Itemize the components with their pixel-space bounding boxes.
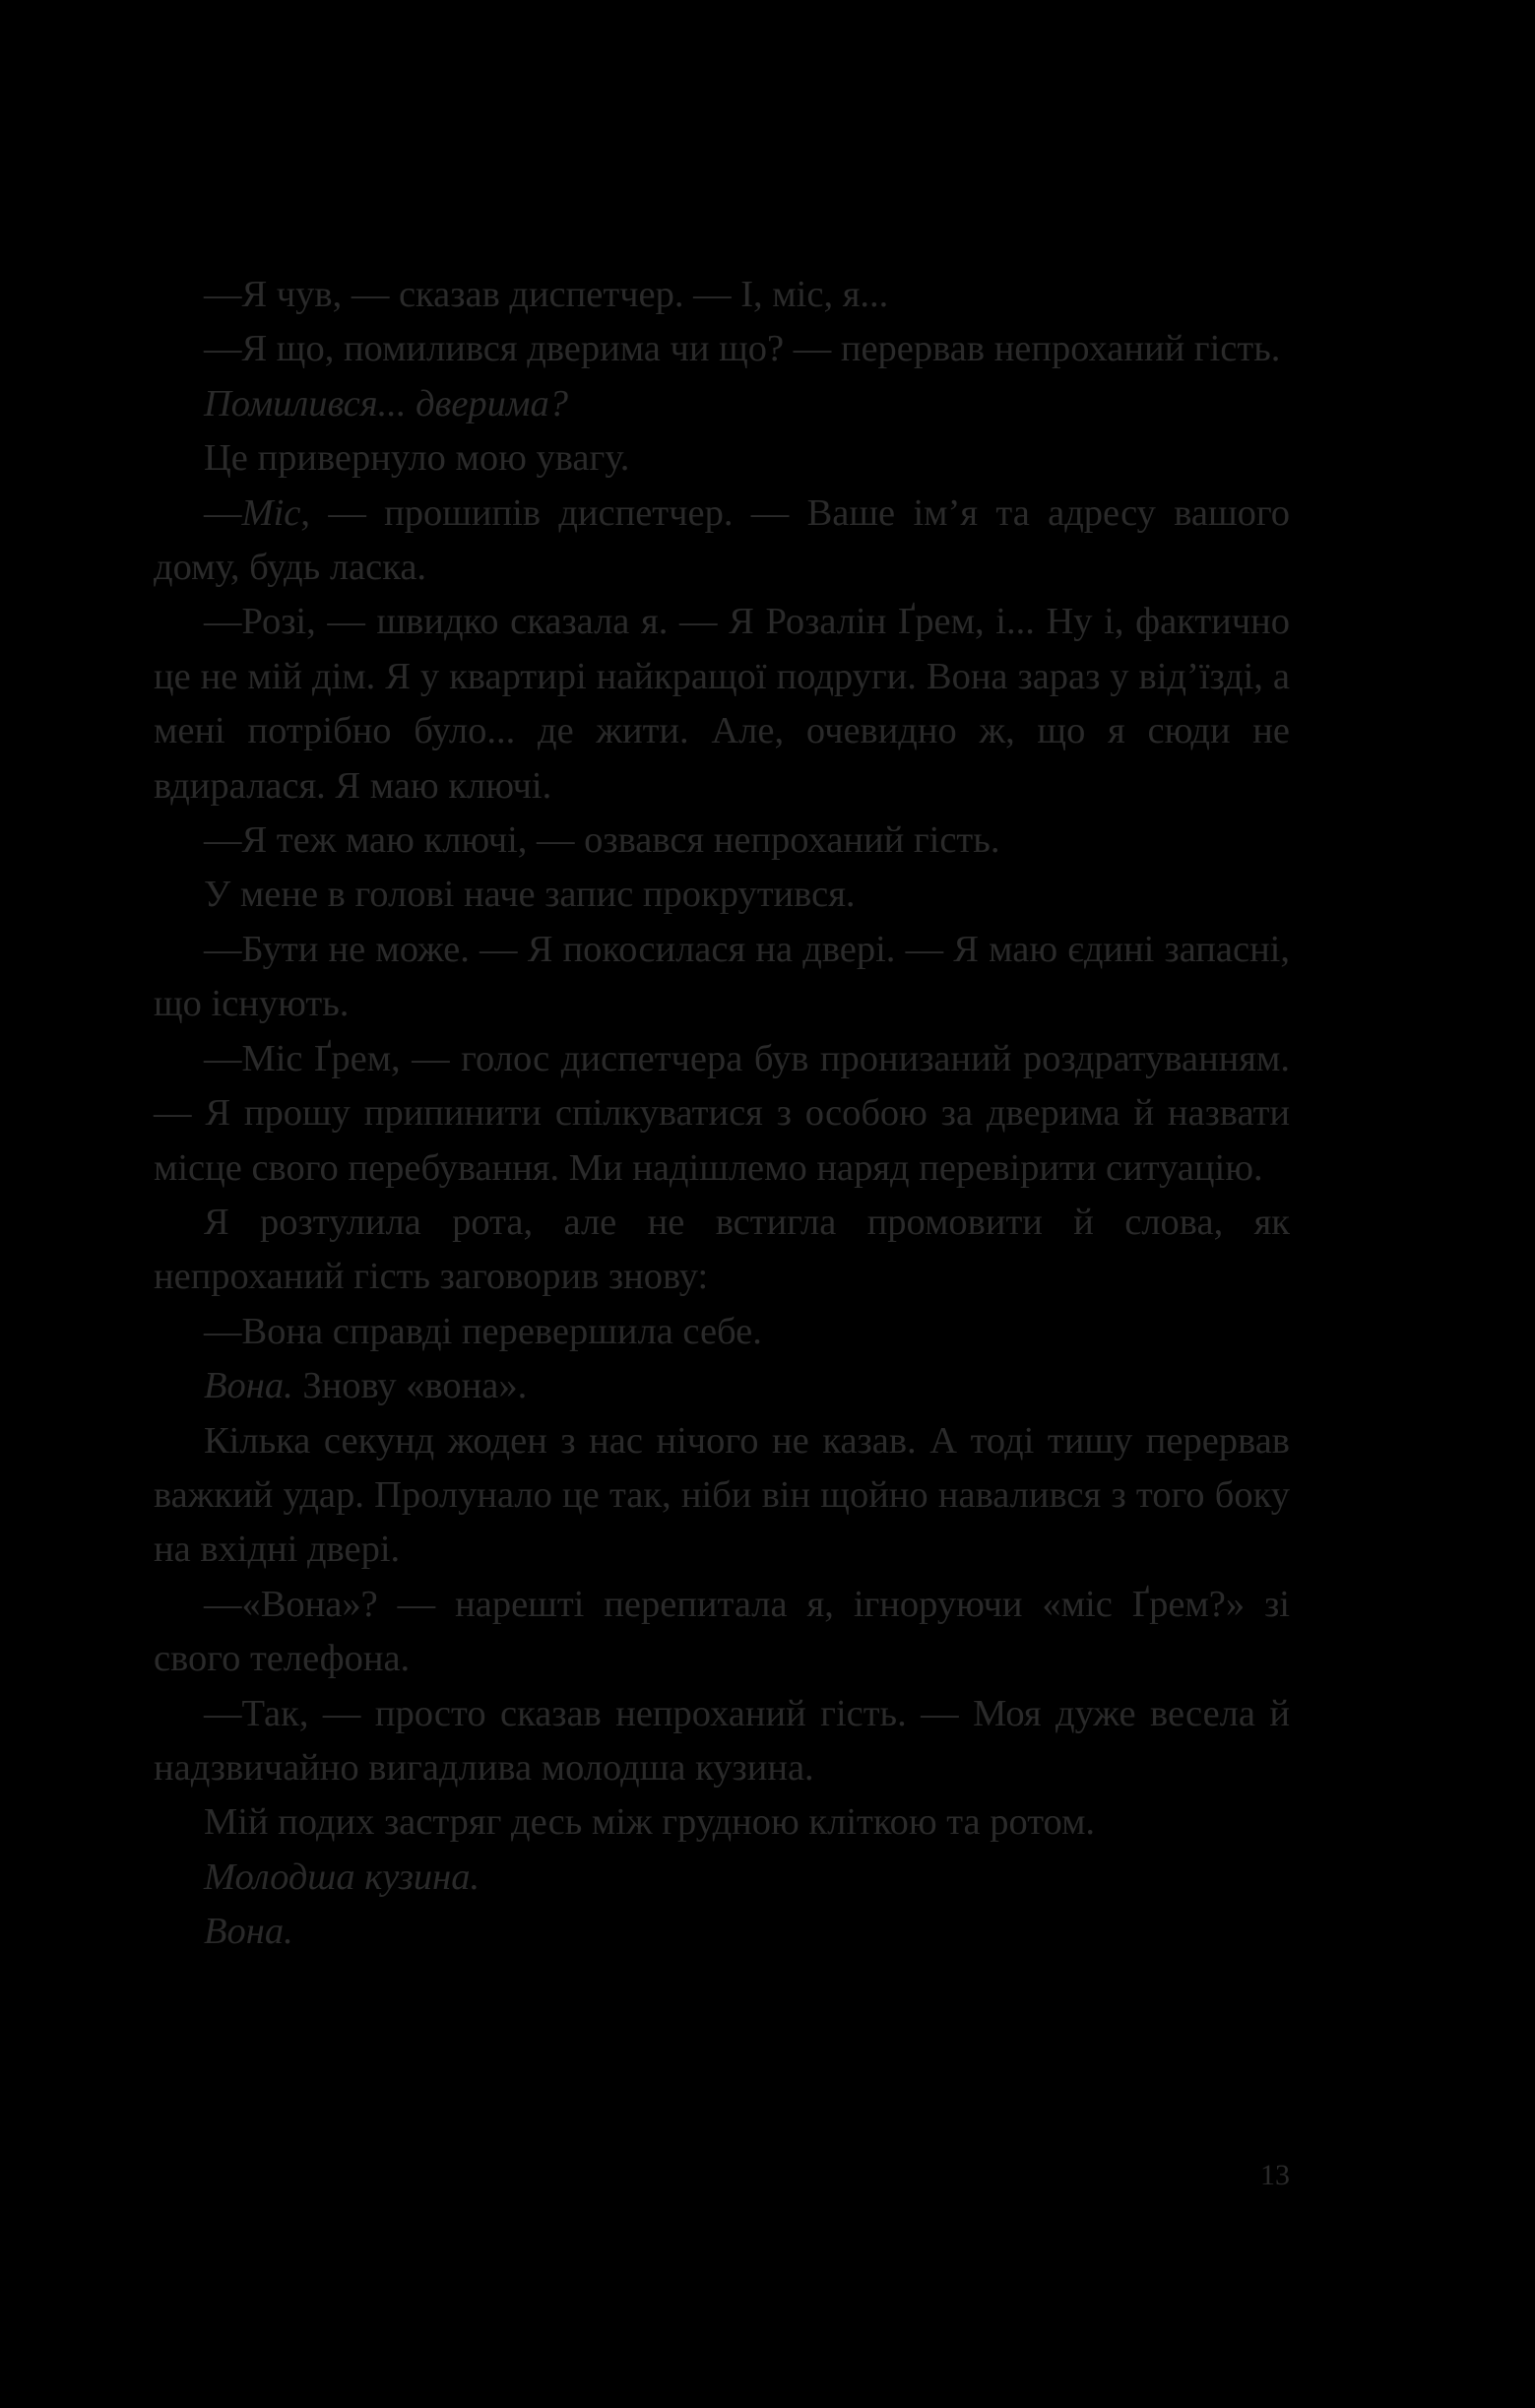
paragraph <box>154 431 1290 486</box>
text-segment: — <box>204 491 242 534</box>
paragraph <box>154 1196 1290 1305</box>
italic-text: Міс <box>241 491 301 534</box>
paragraph <box>154 1795 1290 1850</box>
italic-text: Вона. <box>204 1911 293 1953</box>
paragraph <box>154 1414 1290 1578</box>
paragraph <box>154 923 1290 1032</box>
text-segment: Знову «вона». <box>292 1365 528 1407</box>
paragraph <box>154 868 1290 922</box>
text-segment: —Я чув, — сказав диспетчер. — І, міс, я... <box>204 274 889 315</box>
text-segment: У мене в голові наче запис прокрутився. <box>204 874 856 916</box>
paragraph <box>154 487 1290 596</box>
text-segment: —Вона справді перевершила себе. <box>204 1310 762 1352</box>
text-segment: Я розтулила рота, але не встигла промовити й слова, як непроханий гість заговорив знову: <box>154 1201 1290 1298</box>
page-number: 13 <box>1260 2159 1290 2191</box>
paragraph <box>154 268 1290 322</box>
paragraph <box>154 1578 1290 1687</box>
paragraph <box>154 1851 1290 1905</box>
text-segment: —Бути не може. — Я покосилася на двері. — Я маю єдині запасні, що існують. <box>154 928 1290 1025</box>
text-segment: —Так, — просто сказав непроханий гість. — Моя дуже весела й надзвичайно вигадлива молодша кузина. <box>154 1692 1290 1789</box>
paragraph <box>154 377 1290 431</box>
italic-text: Молодша кузина. <box>204 1855 480 1898</box>
paragraph <box>154 1305 1290 1359</box>
text-segment: —Розі, — швидко сказала я. — Я Розалін Ґрем, і... Ну і, фактично це не мій дім. Я у квартирі найкращої подруги. Вона зараз у від’їзді, а мені потрібно було... де жити. Але, очевидно ж, що я сюди не вдиралася. Я маю ключі. <box>154 601 1290 807</box>
italic-text: Вона. <box>204 1365 293 1407</box>
text-segment: Це привернуло мою увагу. <box>204 437 630 480</box>
text-segment: Мій подих застряг десь між грудною кліткою та ротом. <box>204 1801 1096 1844</box>
paragraph <box>154 322 1290 376</box>
text-segment: Кілька секунд жоден з нас нічого не казав. А тоді тишу перервав важкий удар. Пролунало це так, ніби він щойно навалився з того боку на вхідні двері. <box>154 1419 1290 1571</box>
text-segment: —Я теж маю ключі, — озвався непроханий гість. <box>204 819 1000 862</box>
paragraph <box>154 1359 1290 1413</box>
text-segment: —«Вона»? — нарешті перепитала я, ігноруючи «міс Ґрем?» зі свого телефона. <box>154 1583 1290 1680</box>
italic-text: Помилився... дверима? <box>204 382 568 424</box>
body-text <box>154 268 1290 1960</box>
text-segment: —Міс Ґрем, — голос диспетчера був пронизаний роздратуванням. — Я прошу припинити спілкуватися з особою за дверима й назвати місце свого перебування. Ми надішлемо наряд перевірити ситуацію. <box>154 1037 1290 1189</box>
paragraph <box>154 595 1290 814</box>
paragraph <box>154 1905 1290 1959</box>
paragraph <box>154 814 1290 868</box>
paragraph <box>154 1687 1290 1796</box>
text-segment: —Я що, помилився дверима чи що? — перервав непроханий гість. <box>204 328 1281 370</box>
paragraph <box>154 1032 1290 1196</box>
text-segment: , — прошипів диспетчер. — Ваше ім’я та адресу вашого дому, будь ласка. <box>154 491 1290 589</box>
